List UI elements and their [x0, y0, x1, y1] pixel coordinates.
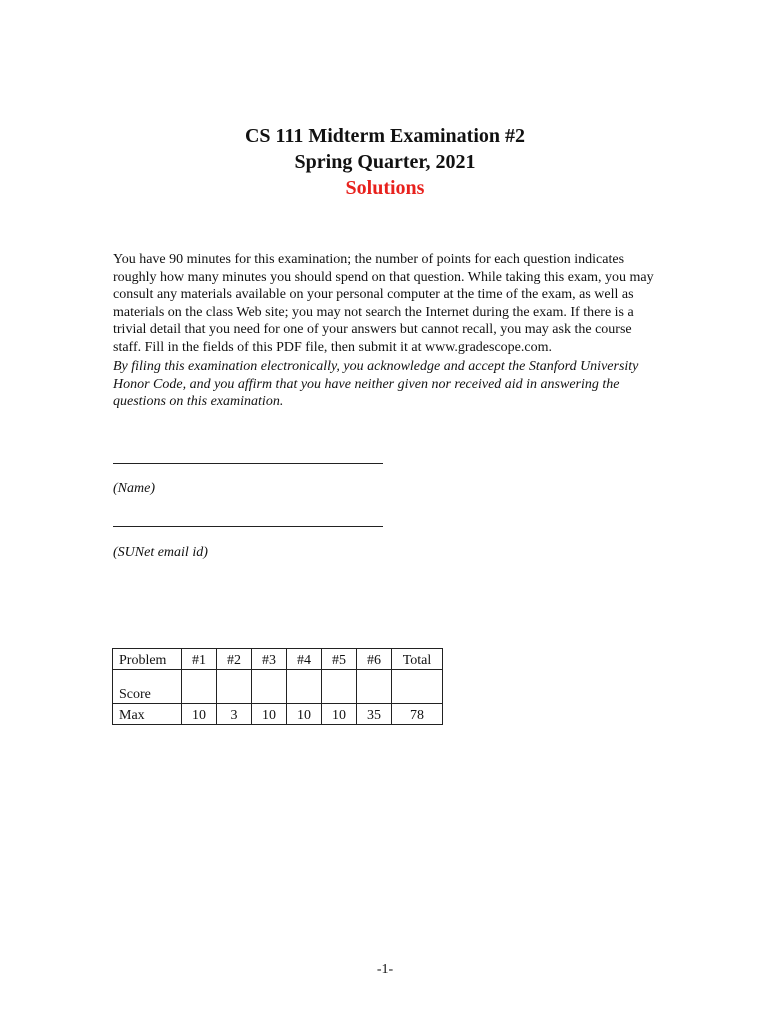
name-label: (Name) [113, 481, 155, 496]
max-row-label: Max [113, 704, 182, 725]
max-cell-q4: 10 [287, 704, 322, 725]
header-cell-total: Total [392, 649, 443, 670]
header-cell-q1: #1 [182, 649, 217, 670]
page-number: -1- [376, 962, 394, 977]
header-cell-q4: #4 [287, 649, 322, 670]
max-cell-q5: 10 [322, 704, 357, 725]
name-field[interactable] [113, 463, 383, 464]
score-cell-q3[interactable] [252, 670, 287, 704]
instructions-paragraph: You have 90 minutes for this examination; the number of points for each question indicates roughly how many minutes you should spend on that question. While taking this exam, you may consult any materials available on your personal computer at the time of the exam, as well as materials on the class Web site; you may not search the Internet during the exam. If there is a trivial detail that you need for one of your answers but cannot recall, you may ask the course staff. Fill in the fields of this PDF file, then submit it at www.gradescope.com. [113, 252, 654, 355]
header-cell-q6: #6 [357, 649, 392, 670]
score-cell-total[interactable] [392, 670, 443, 704]
score-table [112, 648, 443, 725]
exam-subtitle: Spring Quarter, 2021 [294, 151, 476, 173]
email-field[interactable] [113, 526, 383, 527]
honor-code-paragraph: By filing this examination electronically, you acknowledge and accept the Stanford University Honor Code, and you affirm that you have neither given nor received aid in answering the questions on this examination. [113, 359, 639, 409]
max-cell-q1: 10 [182, 704, 217, 725]
header-cell-q5: #5 [322, 649, 357, 670]
max-cell-q3: 10 [252, 704, 287, 725]
score-cell-q1[interactable] [182, 670, 217, 704]
exam-title: CS 111 Midterm Examination #2 [244, 125, 525, 147]
header-cell-q3: #3 [252, 649, 287, 670]
score-row-label: Score [113, 670, 182, 704]
title-block [0, 123, 770, 201]
score-row [113, 670, 443, 704]
max-cell-q6: 35 [357, 704, 392, 725]
email-label: (SUNet email id) [113, 545, 208, 560]
score-cell-q4[interactable] [287, 670, 322, 704]
max-cell-q2: 3 [217, 704, 252, 725]
max-cell-total: 78 [392, 704, 443, 725]
score-cell-q6[interactable] [357, 670, 392, 704]
score-cell-q2[interactable] [217, 670, 252, 704]
table-header-row [113, 649, 443, 670]
header-cell-q2: #2 [217, 649, 252, 670]
score-cell-q5[interactable] [322, 670, 357, 704]
max-row [113, 704, 443, 725]
header-cell-problem: Problem [113, 649, 182, 670]
solutions-label: Solutions [345, 177, 425, 199]
